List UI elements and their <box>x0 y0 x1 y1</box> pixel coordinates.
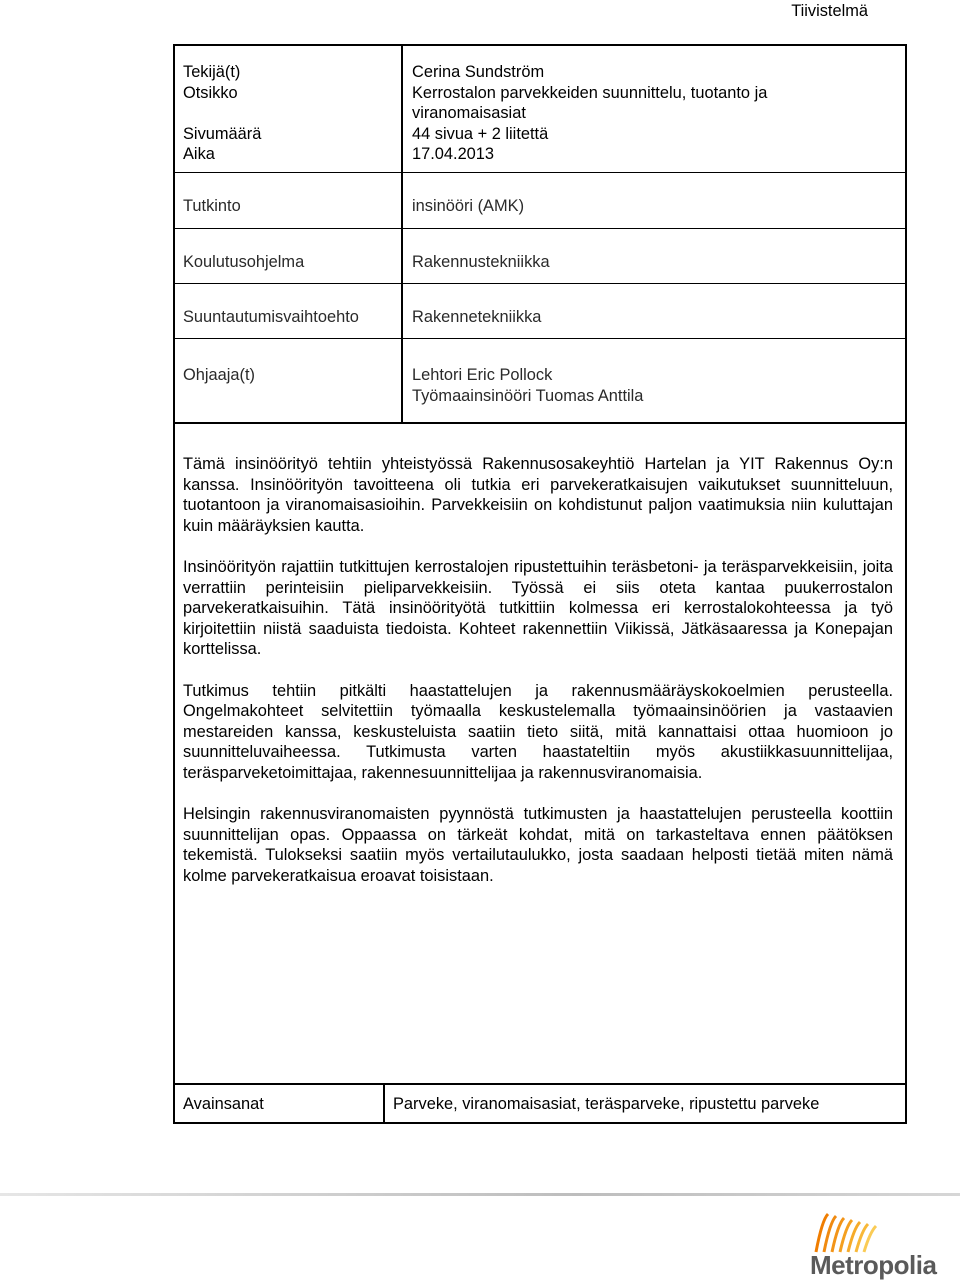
date-label: Aika <box>183 145 215 163</box>
abstract-paragraph: Tutkimus tehtiin pitkälti haastattelujen ja rakennusmääräyskokoelmien perusteella. Ongelmakohteet selvitettiin työmaalla keskustelemalla työmaainsinöörien ja vastaavien mestareiden kanssa, keskusteluista saatiin tieto siitä, mitä kannattaisi ottaa huomioon jo suunnitteluvaiheessa. Tutkimusta varten haastateltiin myös akustiikkasuunnittelijaa, teräsparveketoimittajaa, rakennesuunnittelijaa ja rakennusviranomaisia. <box>183 681 893 782</box>
abstract-paragraph: Tämä insinöörityö tehtiin yhteistyössä Rakennusosakeyhtiö Hartelan ja YIT Rakennus Oy:n kanssa. Insinöörityön tavoitteena oli tutkia eri parvekeratkaisujen vaikutukset suunnitteluun, tuotantoon ja viranomaisasioihin. Parvekkeisiin on kohdistunut paljon vaatimuksia niin kuluttajan kuin määräyksien kautta. <box>183 455 893 535</box>
instructors-label: Ohjaaja(t) <box>183 366 255 384</box>
author-value: Cerina Sundström <box>412 63 545 81</box>
info-labels <box>183 62 261 165</box>
metadata-table <box>173 44 907 424</box>
author-label: Tekijä(t) <box>183 63 241 81</box>
specialisation-label: Suuntautumisvaihtoehto <box>183 308 359 326</box>
keywords-row <box>173 1083 907 1124</box>
abstract-text <box>183 454 893 907</box>
title-label: Otsikko <box>183 83 238 102</box>
instructors-values <box>412 365 897 406</box>
instructor-2: Työmaainsinööri Tuomas Anttila <box>412 386 644 405</box>
row-divider <box>175 172 905 173</box>
degree-value: insinööri (AMK) <box>412 197 525 215</box>
metropolia-logo <box>788 1212 948 1278</box>
document-section-title: Tiivistelmä <box>791 2 868 20</box>
programme-label: Koulutusohjelma <box>183 253 305 271</box>
metropolia-logo-text: Metropolia <box>810 1250 937 1280</box>
pages-label: Sivumäärä <box>183 124 262 143</box>
pages-value: 44 sivua + 2 liitettä <box>412 124 549 143</box>
spacer <box>183 103 261 124</box>
row-divider <box>175 283 905 284</box>
keywords-label: Avainsanat <box>183 1095 264 1113</box>
abstract-paragraph: Insinöörityön rajattiin tutkittujen kerrostalojen ripustettuihin teräsbetoni- ja teräsparvekkeisiin, joita verrattiin perinteisiin pieliparvekkeisiin. Työssä ei siis oteta kantaa puukerrostalon parvekeratkaisuihin. Tätä insinöörityötä tutkittiin kolmessa eri kerrostalokohteessa ja työ kirjoitettiin niistä saaduista tiedoista. Kohteet rakennettiin Viikissä, Jätkäsaaressa ja Konepajan korttelissa. <box>183 557 893 659</box>
footer-line <box>0 1193 960 1196</box>
row-divider <box>175 228 905 229</box>
abstract-paragraph: Helsingin rakennusviranomaisten pyynnöstä tutkimusten ja haastattelujen perusteella koottiin suunnittelijan opas. Oppaassa on tärkeät kohdat, mitä on tarkasteltava ennen päätöksen tekemistä. Tulokseksi saatiin myös vertailutaulukko, josta saadaan helposti tietää miten nämä kolme parvekeratkaisua eroavat toisistaan. <box>183 805 893 885</box>
specialisation-value: Rakennetekniikka <box>412 308 542 326</box>
title-value-line1: Kerrostalon parvekkeiden suunnittelu, tuotanto ja <box>412 83 768 102</box>
metropolia-logo-icon <box>808 1212 908 1254</box>
instructor-1: Lehtori Eric Pollock <box>412 366 553 384</box>
title-value-line2: viranomaisasiat <box>412 104 526 122</box>
keywords-value: Parveke, viranomaisasiat, teräsparveke, ripustettu parveke <box>393 1095 820 1113</box>
degree-label: Tutkinto <box>183 197 241 215</box>
info-values <box>412 62 897 165</box>
programme-value: Rakennustekniikka <box>412 253 550 271</box>
row-divider <box>175 338 905 339</box>
abstract-box <box>173 424 907 1124</box>
date-value: 17.04.2013 <box>412 145 495 163</box>
keywords-divider <box>383 1085 385 1122</box>
column-divider <box>401 46 403 422</box>
